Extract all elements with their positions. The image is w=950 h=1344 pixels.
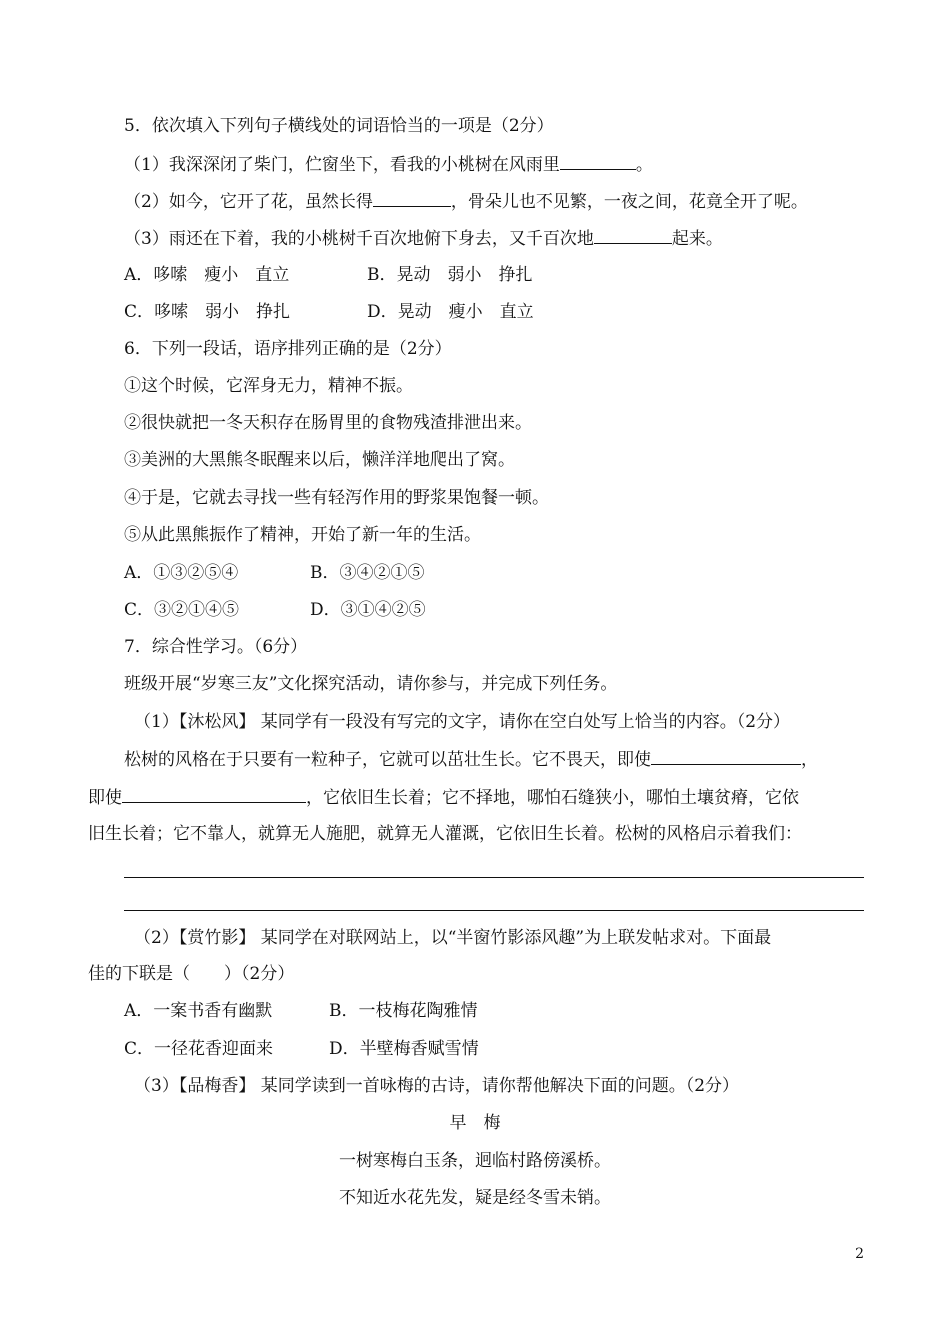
q6-sentence-5: ⑤从此黑熊振作了精神，开始了新一年的生活。	[124, 525, 481, 545]
answer-line-1[interactable]	[124, 877, 864, 878]
answer-line-2[interactable]	[124, 910, 864, 911]
q7-p2-l2-end: ）（2分）	[224, 964, 295, 984]
q5-s3-text: （3）雨还在下着，我的小桃树千百次地俯下身去，又千百次地	[124, 229, 594, 249]
q6-option-b[interactable]: B．③④②①⑤	[310, 563, 425, 583]
q5-blank-1[interactable]	[560, 153, 636, 170]
q7-part3-title: （3）【品梅香】 某同学读到一首咏梅的古诗，请你帮他解决下面的问题。（2分）	[134, 1076, 740, 1096]
q6-option-d[interactable]: D．③①④②⑤	[310, 600, 426, 620]
q5-s1-end: 。	[635, 155, 653, 175]
q5-sentence-2	[124, 190, 808, 213]
q7-p2-option-a[interactable]: A．一案书香有幽默	[124, 1001, 273, 1021]
q7-p2-l2-text: 佳的下联是（	[88, 964, 190, 984]
q7-part2-line-1: （2）【赏竹影】 某同学在对联网站上，以“半窗竹影添风趣”为上联发帖求对。下面最	[134, 928, 772, 948]
q5-sentence-3	[124, 227, 723, 250]
q6-option-c[interactable]: C．③②①④⑤	[124, 600, 240, 620]
q7-title: 7．综合性学习。（6分）	[124, 637, 308, 657]
q5-s3-end: 起来。	[671, 229, 723, 249]
poem-title: 早 梅	[449, 1113, 501, 1133]
q5-s2-end: ，骨朵儿也不见繁，一夜之间，花竟全开了呢。	[450, 192, 808, 212]
q5-option-b[interactable]: B．晃动 弱小 挣扎	[367, 265, 533, 285]
q6-option-a[interactable]: A．①③②⑤④	[124, 563, 239, 583]
q5-option-a[interactable]: A．哆嗦 瘦小 直立	[124, 265, 290, 285]
q5-option-c[interactable]: C．哆嗦 弱小 挣扎	[124, 302, 291, 322]
q6-title: 6．下列一段话，语序排列正确的是（2分）	[124, 339, 452, 359]
q7-p1-l1-end: ，	[801, 750, 818, 770]
q7-part1-line-1	[124, 748, 818, 771]
q5-blank-3[interactable]	[594, 227, 672, 244]
q7-p1-blank-2[interactable]	[122, 786, 306, 803]
page-number: 2	[855, 1246, 864, 1262]
q6-sentence-3: ③美洲的大黑熊冬眠醒来以后，懒洋洋地爬出了窝。	[124, 450, 515, 470]
poem-line-2: 不知近水花先发，疑是经冬雪未销。	[339, 1188, 611, 1208]
q7-p2-option-d[interactable]: D．半壁梅香赋雪情	[329, 1039, 479, 1059]
q7-p1-l1-text: 松树的风格在于只要有一粒种子，它就可以茁壮生长。它不畏天，即使	[124, 750, 651, 770]
q5-title: 5．依次填入下列句子横线处的词语恰当的一项是（2分）	[124, 116, 554, 136]
q6-sentence-4: ④于是，它就去寻找一些有轻泻作用的野浆果饱餐一顿。	[124, 488, 549, 508]
q7-p2-option-b[interactable]: B．一枝梅花陶雅情	[329, 1001, 478, 1021]
q5-s1-text: （1）我深深闭了柴门，伫窗坐下，看我的小桃树在风雨里	[124, 155, 560, 175]
q7-part1-line-3: 旧生长着；它不靠人，就算无人施肥，就算无人灌溉，它依旧生长着。松树的风格启示着我们：	[88, 824, 802, 844]
q5-blank-2[interactable]	[373, 190, 451, 207]
q7-p1-l2-text: 即使	[88, 788, 122, 808]
q5-s2-text: （2）如今，它开了花，虽然长得	[124, 192, 373, 212]
poem-line-1: 一树寒梅白玉条，迥临村路傍溪桥。	[339, 1151, 611, 1171]
q7-part1-line-2	[88, 786, 799, 809]
q7-p2-option-c[interactable]: C．一径花香迎面来	[124, 1039, 274, 1059]
q6-sentence-1: ①这个时候，它浑身无力，精神不振。	[124, 376, 413, 396]
q7-part2-line-2	[88, 963, 294, 985]
q5-sentence-1	[124, 153, 653, 176]
q7-part1-title: （1）【沐松风】 某同学有一段没有写完的文字，请你在空白处写上恰当的内容。（2分）	[134, 712, 791, 732]
q6-sentence-2: ②很快就把一冬天积存在肠胃里的食物残渣排泄出来。	[124, 413, 532, 433]
q7-p1-l2-end: ，它依旧生长着；它不择地，哪怕石缝狭小，哪怕土壤贫瘠，它依	[306, 788, 799, 808]
q5-option-d[interactable]: D．晃动 瘦小 直立	[367, 302, 534, 322]
q7-intro: 班级开展“岁寒三友”文化探究活动，请你参与，并完成下列任务。	[124, 674, 618, 694]
q7-p1-blank-1[interactable]	[651, 748, 801, 765]
